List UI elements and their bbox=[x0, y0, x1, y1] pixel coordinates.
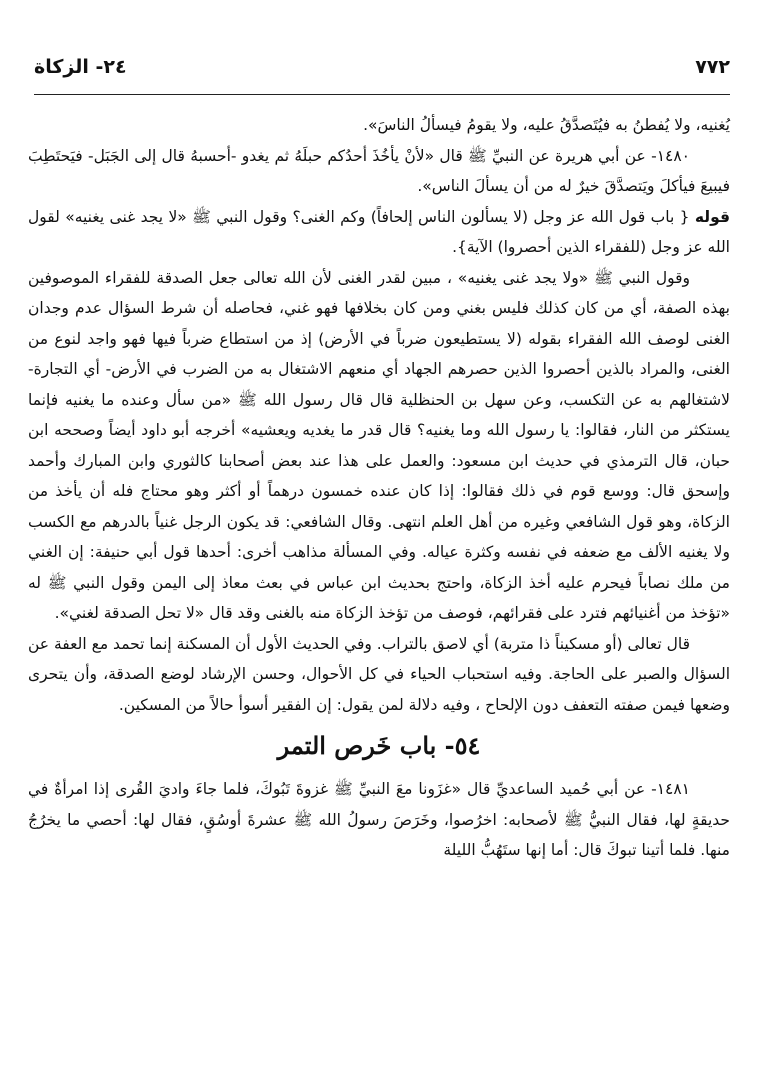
page-number: ٧٧٢ bbox=[695, 56, 730, 78]
paragraph-continuation: يُغنيه، ولا يُفطنُ به فيُتَصدَّقُ عليه، ولا يقومُ فيسألُ الناسَ». bbox=[363, 116, 730, 134]
chapter-heading: ٢٤- الزكاة bbox=[34, 56, 127, 78]
commentary-paragraph: قال تعالى (أو مسكيناً ذا متربة) أي لاصق بالتراب. وفي الحديث الأول أن المسكنة إنما تحمد مع العفة عن السؤال والصبر على الحاجة. وفيه استحباب الحياء في كل الأحوال، وحسن الإرشاد لوضع الصدقة، وأن يتحرى وضعها فيمن صفته التعفف دون الإلحاح ، وفيه دلالة لمن يقول: إن الفقير أسوأ حالاً من المسكين. bbox=[28, 634, 730, 714]
chapter-title: ٥٤- باب خَرص التمر bbox=[277, 731, 481, 760]
body-text bbox=[28, 110, 730, 866]
commentary-lead-word: قوله bbox=[694, 207, 730, 226]
commentary-chapter-quote bbox=[28, 202, 730, 263]
running-header bbox=[34, 52, 730, 86]
hadith-1481: ١٤٨١- عن أبي حُميد الساعديِّ قال «غزَونا معَ النبيِّ ﷺ غزوةَ تَبُوكَ، فلما جاءَ واديَ القُرى إذا امرأةٌ في حديقةٍ لها، فقال النبيُّ ﷺ لأصحابه: اخرُصوا، وخَرَصَ رسولُ الله ﷺ عشرةَ أوسُقٍ، فقال لها: أحصي ما يخرُجُ منها. فلما أتينا تبوكَ قال: أما إنها ستَهُبُّ الليلة bbox=[28, 780, 730, 859]
header-divider bbox=[34, 94, 730, 95]
commentary-quote-text: { باب قول الله عز وجل (لا يسألون الناس إلحافاً) وكم الغنى؟ وقول النبي ﷺ «لا يجد غنى يغنيه» لقول الله عز وجل (للفقراء الذين أحصروا) الآية}. bbox=[28, 207, 730, 256]
hadith-1480: ١٤٨٠- عن أبي هريرة عن النبيِّ ﷺ قال «لأنْ يأخُذَ أحدُكم حبلَهُ ثم يغدو -أحسبهُ قال إلى الجَبَل- فيَحتَطِبَ فيبيعَ فيأكلَ ويَتصدَّقَ خيرٌ له من أن يسألَ الناس». bbox=[28, 146, 730, 195]
commentary-paragraph: وقول النبي ﷺ «ولا يجد غنى يغنيه» ، مبين لقدر الغنى لأن الله تعالى جعل الصدقة للفقراء الموصوفين بهذه الصفة، أي من كان كذلك فليس بغني ومن كان بخلافها فهو غني، فحاصله أن شرط السؤال عدم وجدان الغنى لوصف الله الفقراء بقوله (لا يستطيعون ضرباً في الأرض) إذ من استطاع ضرباً فيها فهو واجد لنوع من الغنى، والمراد بالذين أحصروا الذين حصرهم الجهاد أي منعهم الاشتغال به من الضرب في الأرض- أي التجارة- لاشتغالهم به عن التكسب، وعن سهل بن الحنظلية قال قال رسول الله ﷺ «من سأل وعنده ما يغنيه فإنما يستكثر من النار، فقالوا: يا رسول الله وما يغنيه؟ قال قدر ما يغديه ويعشيه» أخرجه أبو داود أيضاً وصححه ابن حبان، قال الترمذي في حديث ابن مسعود: والعمل على هذا عند بعض أصحابنا كالثوري وابن المبارك وأحمد وإسحق قال: ووسع قوم في ذلك فقالوا: إذا كان عنده خمسون درهماً أو أكثر وهو محتاج فله أن يأخذ من الزكاة، وهو قول الشافعي وغيره من أهل العلم انتهى. وقال الشافعي: قد يكون الرجل غنياً بالدرهم مع الكسب ولا يغنيه الألف مع ضعفه في نفسه وكثرة عياله. وفي المسألة مذاهب أخرى: أحدها قول أبي حنيفة: إن الغني من ملك نصاباً فيحرم عليه أخذ الزكاة، واحتج بحديث ابن عباس في بعث معاذ إلى اليمن وقول النبي ﷺ له «تؤخذ من أغنيائهم فترد على فقرائهم، فوصف من تؤخذ الزكاة منه بالغنى وقد قال «لا تحل الصدقة لغني». bbox=[28, 268, 730, 622]
